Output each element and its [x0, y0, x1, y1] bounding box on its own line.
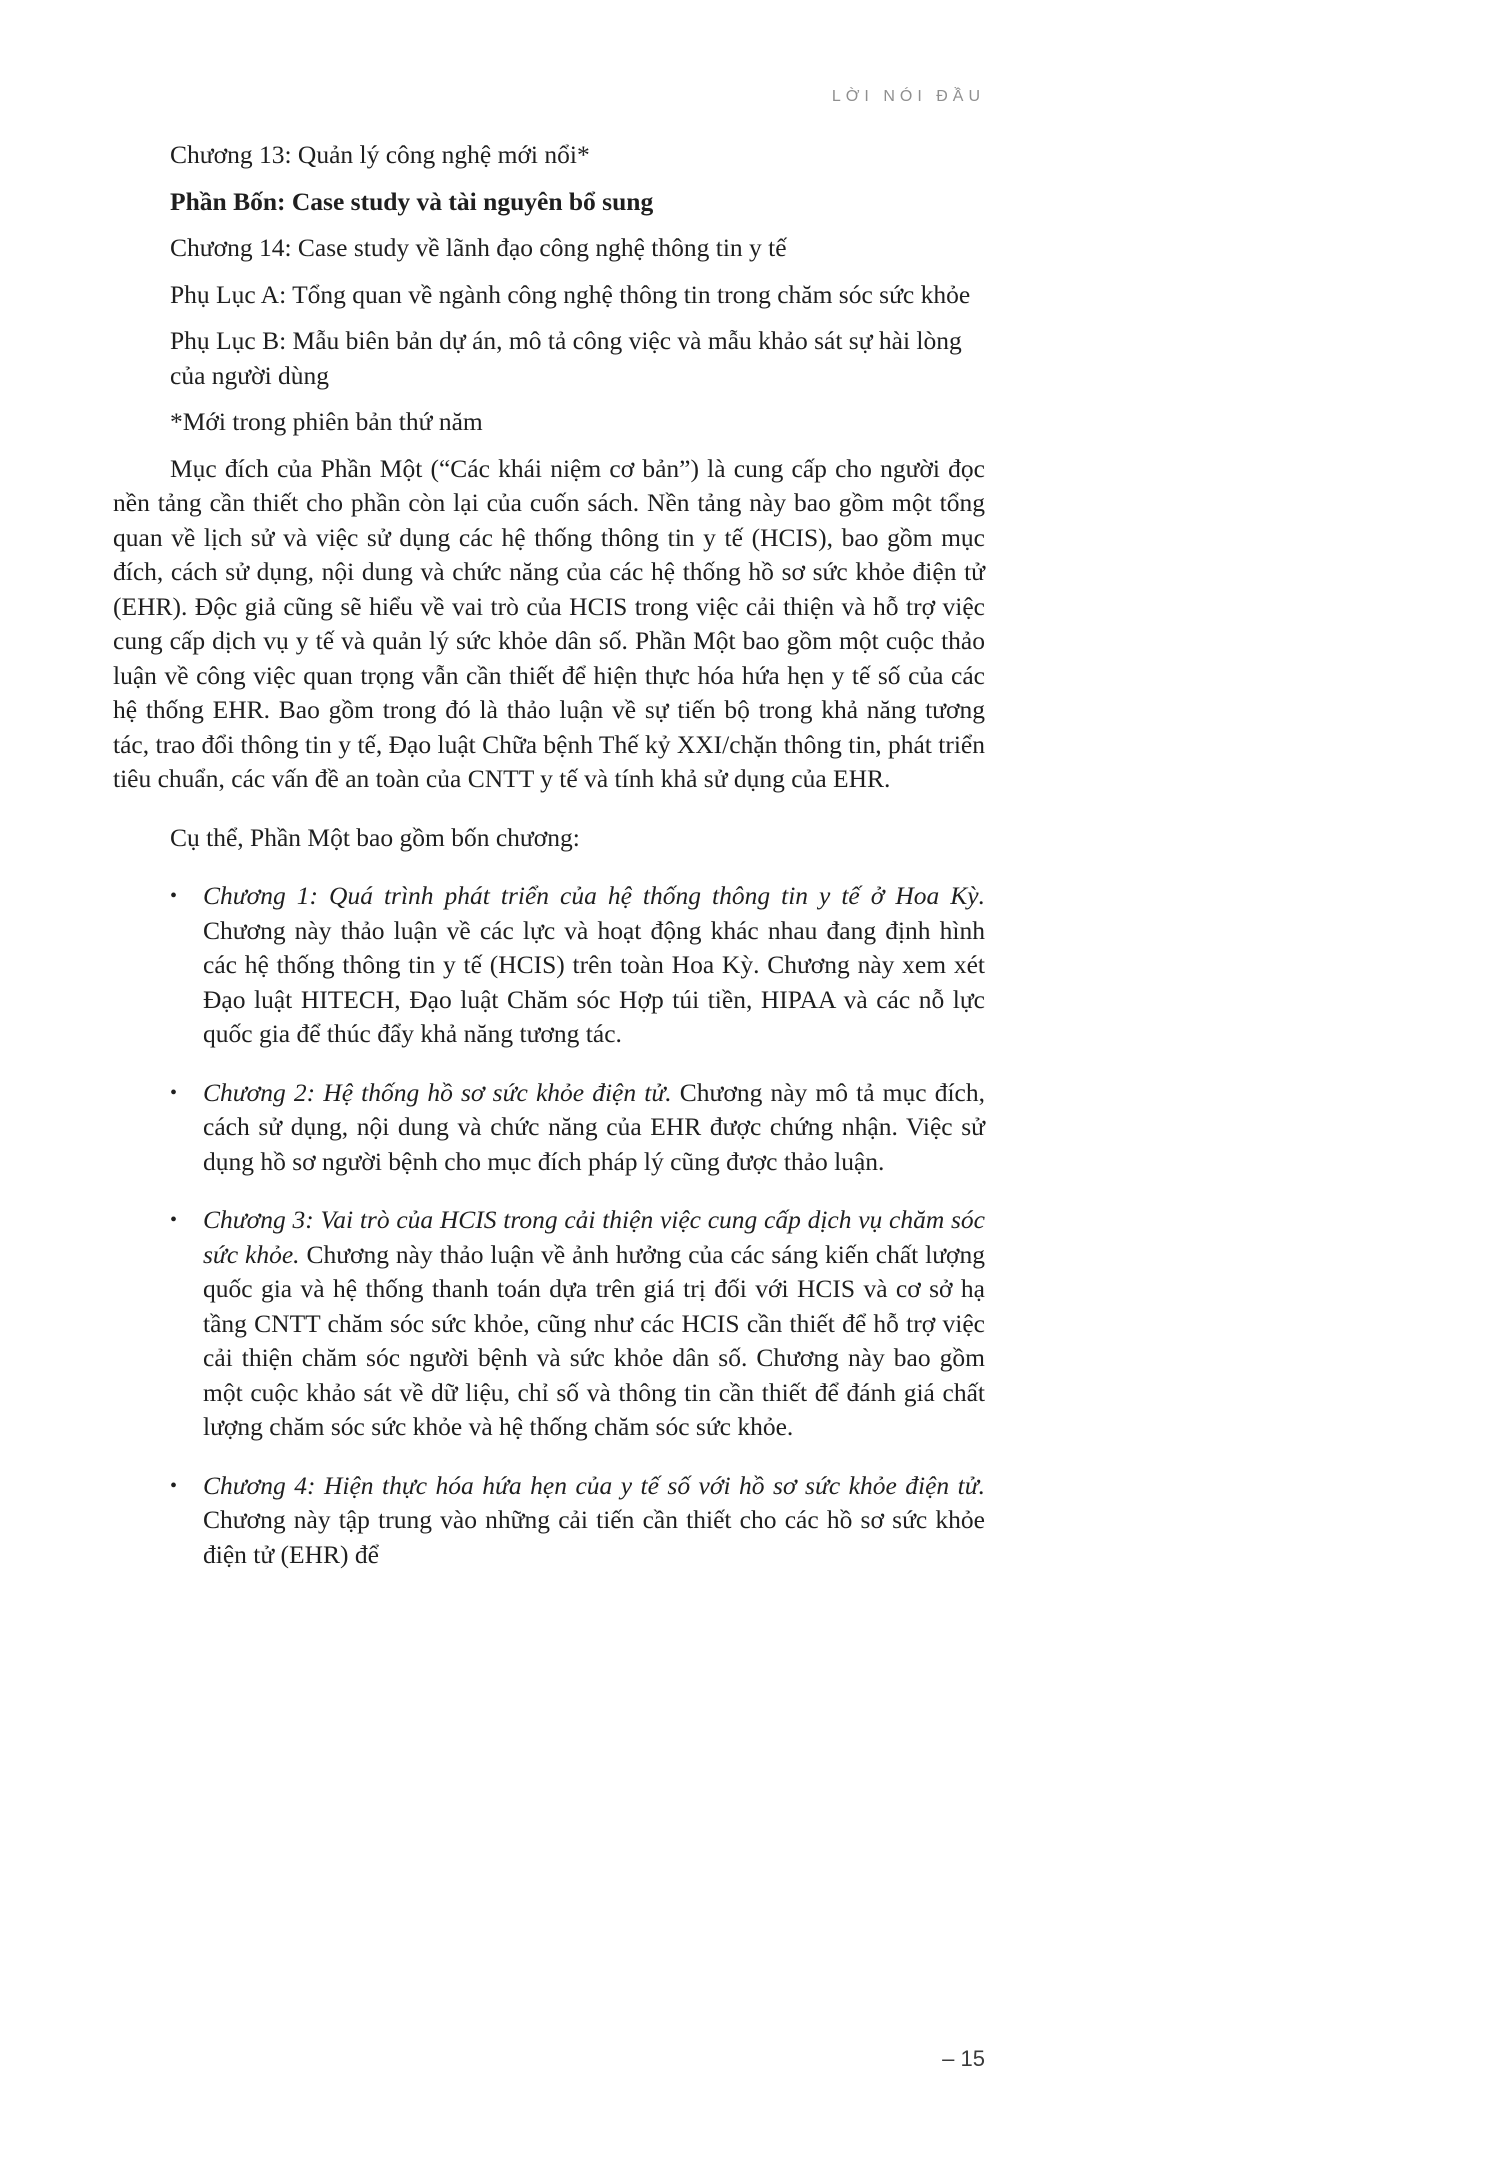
chapter-2-description: Chương này mô tả mục đích, cách sử dụng, nội dung và chức năng của EHR được chứng nhận. Việc sử dụng hồ sơ người bệnh cho mục đích pháp lý cũng được thảo luận.	[203, 1077, 985, 1176]
list-item-text	[203, 1076, 985, 1180]
list-item	[113, 879, 985, 1052]
lead-in-line: Cụ thể, Phần Một bao gồm bốn chương:	[170, 822, 580, 852]
list-item	[113, 1076, 985, 1180]
page-content	[113, 138, 985, 1572]
chapter-4-title: Chương 4: Hiện thực hóa hứa hẹn của y tế số với hồ sơ sức khỏe điện tử.	[203, 1470, 985, 1500]
toc-entry-chapter-13: Chương 13: Quản lý công nghệ mới nổi*	[170, 140, 590, 169]
bullet-icon: •	[170, 1209, 178, 1231]
footnote-new-in-fifth-edition: *Mới trong phiên bản thứ năm	[170, 407, 483, 436]
chapter-4-description: Chương này tập trung vào những cải tiến cần thiết cho các hồ sơ sức khỏe điện tử (EHR) để	[203, 1505, 985, 1569]
list-item-text	[203, 1469, 985, 1573]
running-head: LỜI NÓI ĐẦU	[831, 88, 985, 105]
chapter-1-title: Chương 1: Quá trình phát triển của hệ thống thông tin y tế ở Hoa Kỳ.	[203, 881, 985, 910]
toc-entry-part-four: Phần Bốn: Case study và tài nguyên bổ sung	[170, 186, 654, 216]
intro-paragraph: Mục đích của Phần Một (“Các khái niệm cơ bản”) là cung cấp cho người đọc nền tảng cần thiết cho phần còn lại của cuốn sách. Nền tảng này bao gồm một tổng quan về lịch sử và việc sử dụng các hệ thống thông tin y tế (HCIS), bao gồm mục đích, cách sử dụng, nội dung và chức năng của các hệ thống hồ sơ sức khỏe điện tử (EHR). Độc giả cũng sẽ hiểu về vai trò của HCIS trong việc cải thiện và hỗ trợ việc cung cấp dịch vụ y tế và quản lý sức khỏe dân số. Phần Một bao gồm một cuộc thảo luận về công việc quan trọng vẫn cần thiết để hiện thực hóa hứa hẹn y tế số của các hệ thống EHR. Bao gồm trong đó là thảo luận về sự tiến bộ trong khả năng tương tác, trao đổi thông tin y tế, Đạo luật Chữa bệnh Thế kỷ XXI/chặn thông tin, phát triển tiêu chuẩn, các vấn đề an toàn của CNTT y tế và tính khả sử dụng của EHR.	[113, 453, 985, 793]
list-item	[113, 1203, 985, 1445]
bullet-icon: •	[170, 885, 178, 907]
bullet-icon: •	[170, 1474, 178, 1497]
chapter-2-title: Chương 2: Hệ thống hồ sơ sức khỏe điện tử.	[203, 1077, 672, 1107]
toc-entry-appendix-b: Phụ Lục B: Mẫu biên bản dự án, mô tả công việc và mẫu khảo sát sự hài lòng của người dùng	[170, 326, 962, 390]
page-number: – 15	[942, 2046, 985, 2071]
toc-entry-appendix-a: Phụ Lục A: Tổng quan về ngành công nghệ thông tin trong chăm sóc sức khỏe	[170, 279, 971, 309]
chapter-3-description: Chương này thảo luận về ảnh hưởng của các sáng kiến chất lượng quốc gia và hệ thống thanh toán dựa trên giá trị đối với HCIS và cơ sở hạ tầng CNTT chăm sóc sức khỏe, cũng như các HCIS cần thiết để hỗ trợ việc cải thiện chăm sóc người bệnh và sức khỏe dân số. Chương này bao gồm một cuộc khảo sát về dữ liệu, chỉ số và thông tin cần thiết để đánh giá chất lượng chăm sóc sức khỏe và hệ thống chăm sóc sức khỏe.	[203, 1239, 985, 1441]
list-item-text	[203, 879, 985, 1052]
chapter-3-title: Chương 3: Vai trò của HCIS trong cải thiện việc cung cấp dịch vụ chăm sóc sức khỏe.	[203, 1205, 985, 1269]
front-matter-list	[113, 138, 985, 440]
toc-entry-chapter-14: Chương 14: Case study về lãnh đạo công nghệ thông tin y tế	[170, 233, 787, 262]
list-item-text	[203, 1203, 985, 1445]
bullet-icon: •	[170, 1081, 178, 1104]
list-item	[113, 1469, 985, 1573]
chapter-1-description: Chương này thảo luận về các lực và hoạt động khác nhau đang định hình các hệ thống thông tin y tế (HCIS) trên toàn Hoa Kỳ. Chương này xem xét Đạo luật HITECH, Đạo luật Chăm sóc Hợp túi tiền, HIPAA và các nỗ lực quốc gia để thúc đẩy khả năng tương tác.	[203, 915, 985, 1048]
